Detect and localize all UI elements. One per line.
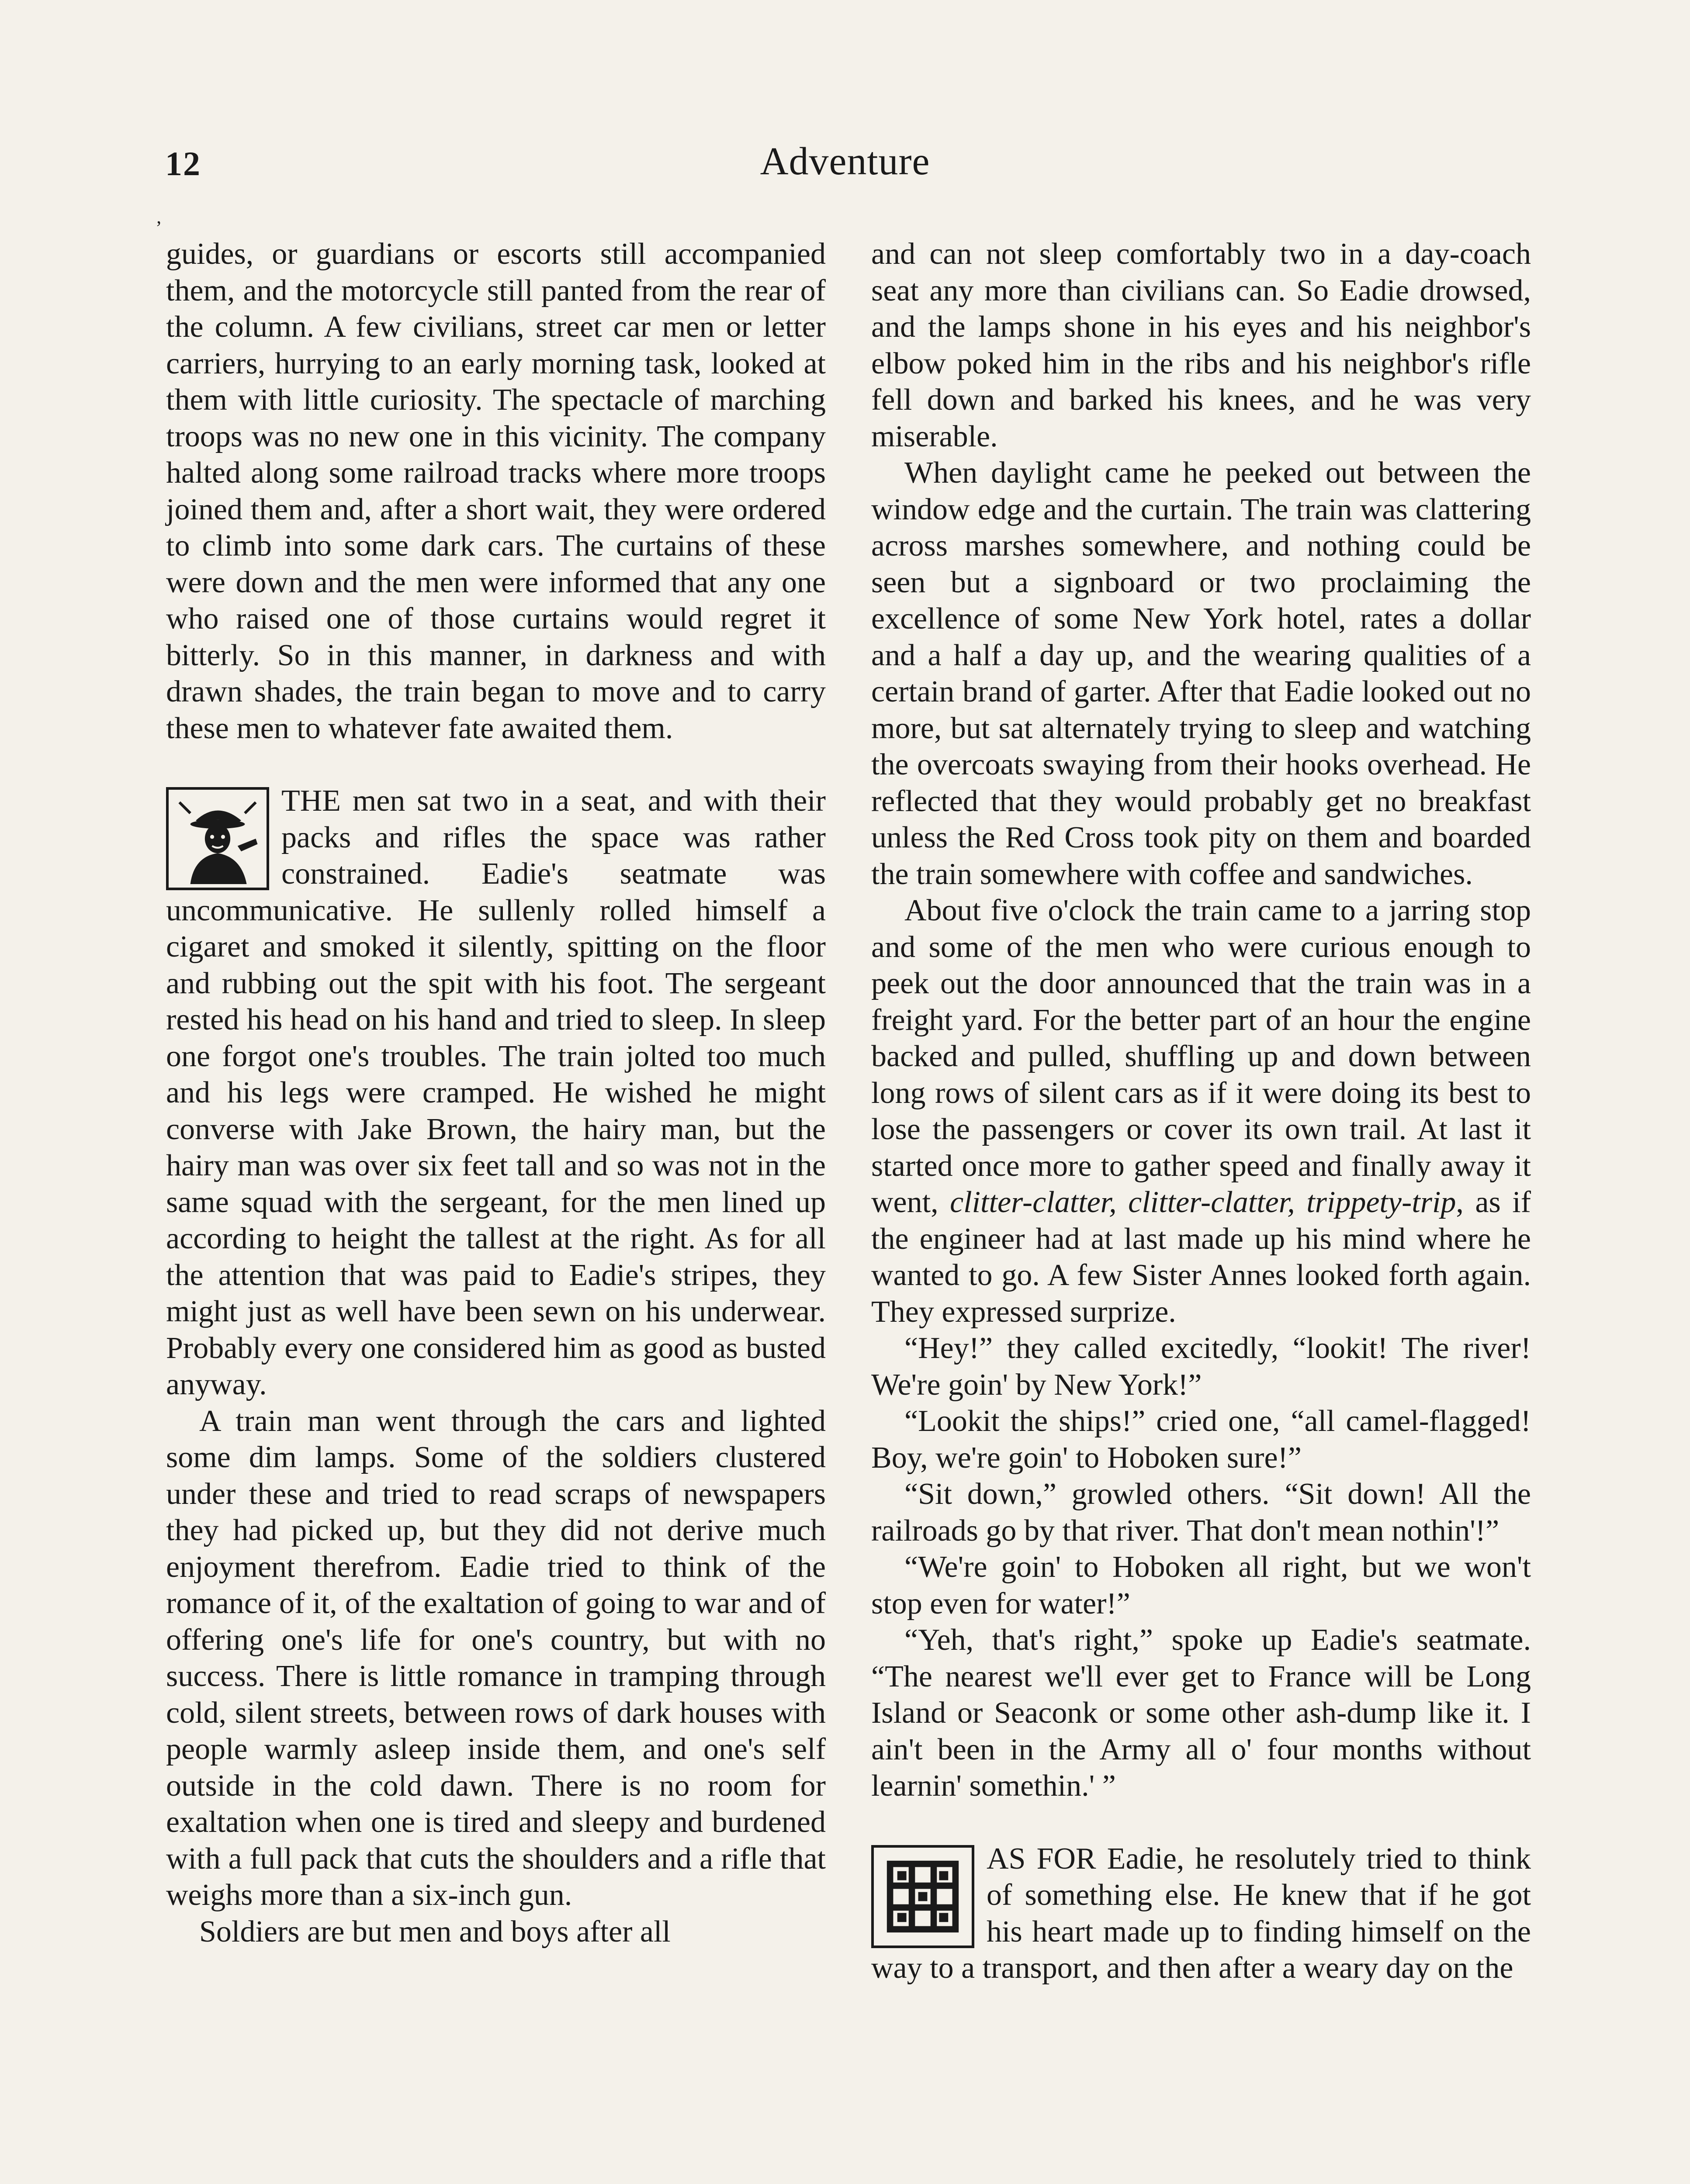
right-column — [871, 236, 1531, 1987]
soldier-portrait-ornament-icon — [166, 787, 269, 890]
paragraph: and can not sleep comfortably two in a day-coach seat any more than civilians can. So Eadie drowsed, and the lamps shone in his eyes and his neighbor's elbow poked him in the ribs and his neighbor's rifle fell down and barked his knees, and he was very miserable. — [871, 237, 1531, 453]
paragraph-text: , as if the engineer had at last made up his mind where he wanted to go. A few Sister Annes looked forth again. They expressed surprize. — [871, 1185, 1531, 1329]
paragraph: guides, or guardians or escorts still accompanied them, and the motorcycle still panted from the rear of the column. A few civilians, street car men or letter carriers, hurrying to an early morning task, looked at them with little curiosity. The spectacle of marching troops was no new one in this vicinity. The company halted along some railroad tracks where more troops joined them and, after a short wait, they were ordered to climb into some dark cars. The curtains of these were down and the men were informed that any one who raised one of those curtains would regret it bitterly. So in this manner, in darkness and with drawn shades, the train began to move and to carry these men to whatever fate awaited them. — [166, 237, 826, 745]
paragraph-text: men sat two in a seat, and with their packs and rifles the space was rather constrained. Eadie's seatmate was uncommunicative. He sullenly rolled himself a cigaret and smoked it silently, spitting on the floor and rubbing out the spit with his foot. The sergeant rested his head on his hand and tried to sleep. In sleep one forgot one's troubles. The train jolted too much and his legs were cramped. He wished he might converse with Jake Brown, the hairy man, but the hairy man was over six feet tall and so was not in the same squad with the sergeant, for the men lined up according to height the tallest at the right. As for all the attention that was paid to Eadie's stripes, they might just as well have been sewn on his underwear. Probably every one considered him as good as busted anyway. — [166, 784, 826, 1401]
paragraph: Soldiers are but men and boys after all — [199, 1914, 671, 1949]
paragraph — [871, 892, 1531, 1330]
dialogue-paragraph: “Yeh, that's right,” spoke up Eadie's seatmate. “The nearest we'll ever get to France will be Long Island or Seaconk or some other ash-dump like it. I ain't been in the Army all o' four months without learnin' somethin.' ” — [871, 1623, 1531, 1803]
section-paragraph — [871, 1841, 1531, 1987]
paragraph: When daylight came he peeked out between the window edge and the curtain. The train was clattering across marshes somewhere, and nothing could be seen but a signboard or two proclaiming the excellence of some New York hotel, rates a dollar and a half a day up, and the wearing qualities of a certain brand of garter. After that Eadie looked out no more, but sat alternately trying to sleep and watching the overcoats swaying from their hooks overhead. He reflected that they would probably get no breakfast unless the Red Cross took pity on them and boarded the train somewhere with coffee and sandwiches. — [871, 456, 1531, 891]
paragraph-text: About five o'clock the train came to a jarring stop and some of the men who were curious enough to peek out the door announced that the train was in a freight yard. For the better part of an hour the engine backed and pulled, shuffling up and down between long rows of silent cars as if it were doing its best to lose the passengers or cover its own trail. At last it started once more to gather speed and finally away it went, — [871, 894, 1531, 1219]
magazine-title: Adventure — [760, 140, 930, 183]
section-paragraph — [166, 783, 826, 1403]
dialogue-paragraph: “Lookit the ships!” cried one, “all camel-flagged! Boy, we're goin' to Hoboken sure!” — [871, 1404, 1531, 1475]
page-number: 12 — [165, 145, 201, 183]
lead-in-word: AS FOR — [987, 1842, 1096, 1876]
left-column — [166, 236, 826, 1950]
dialogue-paragraph: “Hey!” they called excitedly, “lookit! The river! We're goin' by New York!” — [871, 1331, 1531, 1402]
stray-mark: ʼ — [156, 217, 162, 238]
lead-in-word: THE — [281, 784, 341, 818]
dialogue-paragraph: “Sit down,” growled others. “Sit down! All the railroads go by that river. That don't mean nothin'!” — [871, 1477, 1531, 1548]
paragraph: A train man went through the cars and lighted some dim lamps. Some of the soldiers clustered under these and tried to read scraps of newspapers they had picked up, but they did not derive much enjoyment therefrom. Eadie tried to think of the romance of it, of the exaltation of going to war and of offering one's life for one's country, but with no success. There is little romance in tramping through cold, silent streets, between rows of dark houses with people warmly asleep inside them, and one's self outside in the cold dawn. There is no room for exaltation when one is tired and sleepy and burdened with a full pack that cuts the shoulders and a rifle that weighs more than a six-inch gun. — [166, 1404, 826, 1912]
italic-phrase: clitter-clatter, clitter-clatter, trippety-trip — [950, 1185, 1456, 1219]
celtic-knot-ornament-icon — [871, 1845, 974, 1948]
paragraph-text: Eadie, he resolutely tried to think of something else. He knew that if he got his heart made up to finding himself on the way to a transport, and then after a weary day on the — [871, 1842, 1531, 1985]
dialogue-paragraph: “We're goin' to Hoboken all right, but we won't stop even for water!” — [871, 1550, 1531, 1621]
